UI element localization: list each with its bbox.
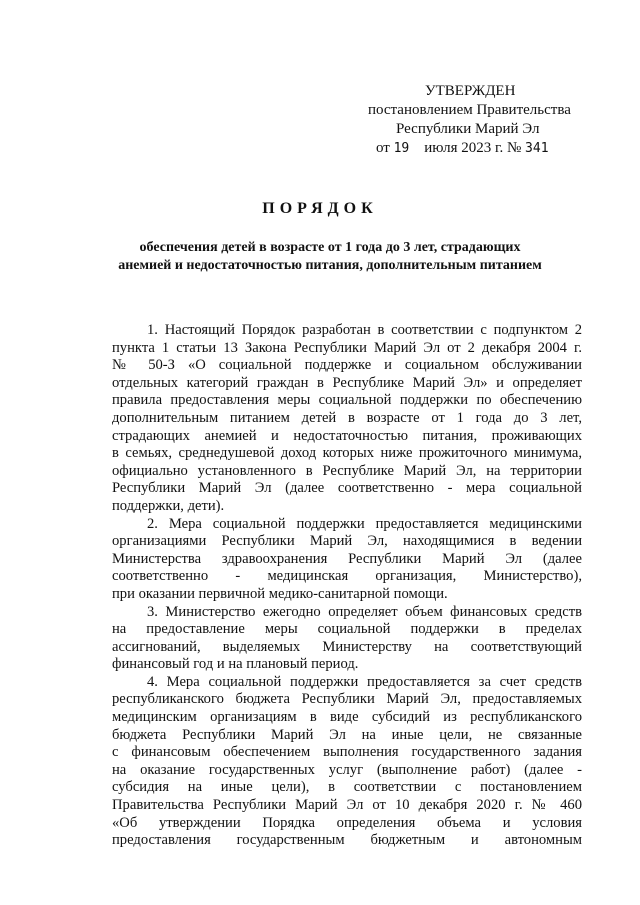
paragraph-line: дополнительным питанием детей в возрасте от 1 года до 3 лет, — [112, 409, 582, 426]
paragraph-line: организациями Республики Марий Эл, находящимися в ведении — [112, 533, 582, 550]
paragraph-line: 1. Настоящий Порядок разработан в соответствии с подпунктом 2 — [147, 322, 582, 338]
approval-date-prefix: от — [376, 140, 390, 156]
approval-republic-line: Республики Марий Эл — [396, 121, 540, 137]
paragraph-line: в семьях, среднедушевой доход которых ниже прожиточного минимума, — [112, 445, 582, 462]
paragraph-line: «Об утверждении Порядка определения объема и условия — [112, 814, 582, 831]
paragraph-line: Министерства здравоохранения Республики Марий Эл (далее — [112, 550, 582, 567]
paragraph-line: Республики Марий Эл (далее соответственно - мера социальной — [112, 480, 582, 497]
paragraph-line: 3. Министерство ежегодно определяет объем финансовых средств — [147, 603, 582, 620]
paragraph-line: поддержки, дети). — [112, 497, 225, 514]
paragraph-line: 4. Мера социальной поддержки предоставляется за счет средств — [147, 673, 582, 690]
approval-date-line — [368, 139, 588, 158]
subtitle-line-2: анемией и недостаточностью питания, дополнительным питанием — [118, 258, 542, 273]
paragraph-line: 2. Мера социальной поддержки предоставляется медицинскими — [147, 515, 582, 532]
approval-stamp — [368, 82, 588, 158]
paragraph-line: официально установленного в Республике Марий Эл, на территории — [112, 462, 582, 479]
approval-month-year: июля 2023 г. № — [424, 140, 522, 156]
paragraph-line: медицинским организациям в виде субсидий из республиканского — [112, 709, 582, 726]
approval-number: 341 — [525, 141, 549, 156]
paragraph-line: ассигнований, выделяемых Министерству на соответствующий — [112, 638, 582, 655]
paragraph-4 — [112, 674, 582, 850]
paragraph-line: с финансовым обеспечением выполнения государственного задания — [112, 744, 582, 761]
paragraph-line: при оказании первичной медико-санитарной помощи. — [112, 585, 448, 602]
paragraph-3 — [112, 604, 582, 674]
paragraph-line: Правительства Республики Марий Эл от 10 декабря 2020 г. № 460 — [112, 797, 582, 814]
document-subtitle — [100, 239, 560, 275]
paragraph-line: на оказание государственных услуг (выполнение работ) (далее - — [112, 761, 582, 778]
paragraph-line: № 50-З «О социальной поддержке и социальном обслуживании — [112, 357, 582, 374]
subtitle-line-1: обеспечения детей в возрасте от 1 года до 3 лет, страдающих — [139, 240, 521, 255]
paragraph-line: отдельных категорий граждан в Республике Марий Эл» и определяет — [112, 374, 582, 391]
document-body — [112, 322, 582, 850]
paragraph-line: субсидия на иные цели), в соответствии с постановлением — [112, 779, 582, 796]
paragraph-2 — [112, 516, 582, 604]
paragraph-line: страдающих анемией и недостаточностью питания, проживающих — [112, 427, 582, 444]
document-title: ПОРЯДОК — [262, 200, 378, 217]
paragraph-line: правила предоставления меры социальной поддержки по обеспечению — [112, 392, 582, 409]
paragraph-line: пункта 1 статьи 13 Закона Республики Марий Эл от 2 декабря 2004 г. — [112, 339, 582, 356]
paragraph-1 — [112, 322, 582, 516]
paragraph-line: бюджета Республики Марий Эл на иные цели, не связанные — [112, 726, 582, 743]
paragraph-line: на предоставление меры социальной поддержки в пределах — [112, 621, 582, 638]
paragraph-line: республиканского бюджета Республики Марий Эл, предоставляемых — [112, 691, 582, 708]
approval-day: 19 — [393, 141, 410, 156]
approval-by-line: постановлением Правительства — [368, 102, 571, 118]
paragraph-line: предоставления государственным бюджетным и автономным — [112, 832, 582, 849]
paragraph-line: финансовый год и на плановый период. — [112, 656, 359, 673]
approval-heading: УТВЕРЖДЕН — [425, 83, 516, 99]
paragraph-line: соответственно - медицинская организация, Министерство), — [112, 568, 582, 585]
